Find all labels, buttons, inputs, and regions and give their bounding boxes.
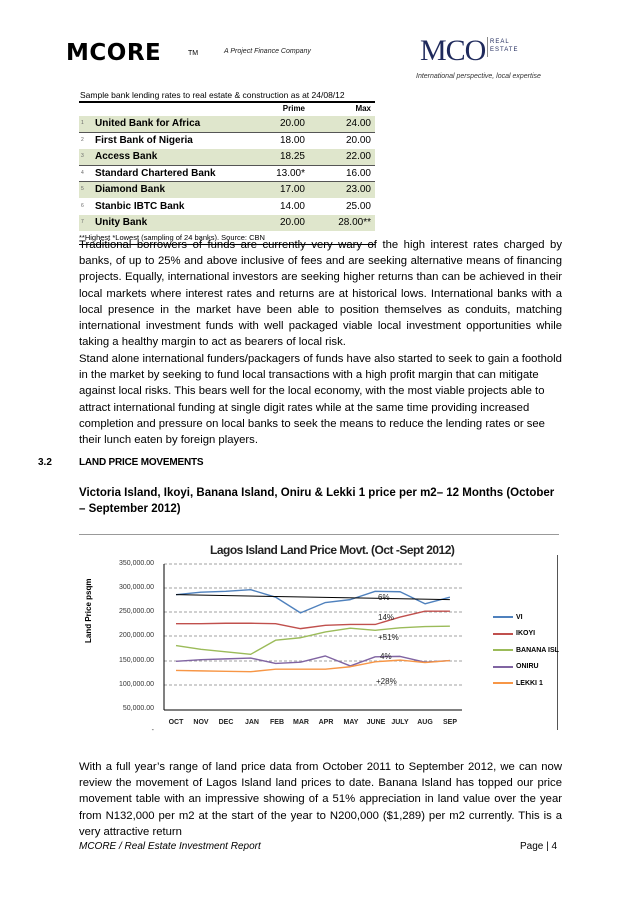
chart-annotation: 6% — [378, 593, 390, 602]
table-caption: Sample bank lending rates to real estate & construction as at 24/08/12 — [79, 90, 375, 103]
y-tick: 50,000.00 — [122, 705, 154, 712]
table-row: 1 United Bank for Africa 20.00 24.00 — [79, 116, 375, 133]
y-tick: 150,000.00 — [118, 657, 154, 664]
chart-annotation: +28% — [376, 677, 397, 686]
chart-legend — [493, 609, 559, 692]
y-tick: 300,000.00 — [118, 584, 154, 591]
legend-swatch — [493, 649, 513, 651]
series-line-lekki-1 — [176, 660, 450, 672]
paragraph-funders: Stand alone international funders/packagers of funds have also started to seek to gain a foothold in the market by seeking to fund local transactions with a high profit margin that can mitigate against local risks. This bears well for the local economy, with the most viable projects able to attract international funding at single digit rates while at the same time providing increased completion and pressure on local banks to seek the means to reduce the lending rates or see their lunch eaten by foreign players. — [79, 353, 562, 447]
legend-item-oniru: ONIRU — [493, 659, 559, 676]
footer-page-number: Page | 4 — [520, 841, 558, 852]
x-tick: FEB — [270, 719, 284, 726]
x-tick: APR — [318, 719, 334, 726]
y-tick: 200,000.00 — [118, 632, 154, 639]
x-axis-labels — [0, 719, 638, 731]
company-tagline: A Project Finance Company — [224, 48, 311, 55]
x-tick: NOV — [193, 719, 209, 726]
section-number: 3.2 — [38, 457, 52, 468]
y-tick: - — [151, 727, 154, 734]
y-tick: 350,000.00 — [118, 560, 154, 567]
table-row: 3 Access Bank 18.25 22.00 — [79, 149, 375, 166]
table-row: 6 Stanbic IBTC Bank 14.00 25.00 — [79, 199, 375, 216]
x-tick: MAR — [293, 719, 309, 726]
y-tick: 100,000.00 — [118, 681, 154, 688]
table-row: 7 Unity Bank 20.00 28.00** — [79, 215, 375, 232]
paragraph-borrowers: Traditional borrowers of funds are currently very wary of the high interest rates charged by banks, of up to 25% and above inclusive of fees and are seeking alternative means of financing projects. Equally, international investors are seeking higher returns than can be achieved in their local markets where interest rates and returns are at historical lows. International banks with a local presence in the market have been able to position themselves as conduits, matching international investment funds with well packaged viable local investment opportunities while taking a healthy margin to act as bearers of local risk. — [79, 239, 562, 349]
paragraph-price-review: With a full year’s range of land price data from October 2011 to September 2012, we can now review the movement of Lagos Island land prices to date. Banana Island has topped our price movement table with an impressive showing of a 51% appreciation in land value over the year from N132,000 per m2 at the start of the year to N200,000 ($1,289) per m2 currently. This is a very attractive return — [79, 761, 562, 838]
legend-swatch — [493, 633, 513, 635]
section-title: LAND PRICE MOVEMENTS — [79, 457, 204, 468]
x-tick: JUNE — [366, 719, 386, 726]
legend-item-banana-isl: BANANA ISL — [493, 642, 559, 659]
x-tick: MAY — [343, 719, 359, 726]
mco-sub-real: REAL — [490, 39, 510, 45]
series-line-vi — [176, 590, 450, 613]
legend-item-ikoyi: IKOYI — [493, 626, 559, 643]
series-line-ikoyi — [176, 611, 450, 628]
chart-annotation: 4% — [380, 652, 392, 661]
header-max: Max — [355, 104, 371, 113]
x-tick: AUG — [417, 719, 433, 726]
gridlines — [164, 564, 462, 685]
legend-swatch — [493, 666, 513, 668]
chart-subtitle: Victoria Island, Ikoyi, Banana Island, Oniru & Lekki 1 price per m2– 12 Months (October – September 2012) — [79, 487, 555, 515]
table-row: 5 Diamond Bank 17.00 23.00 — [79, 182, 375, 199]
y-tick: 250,000.00 — [118, 608, 154, 615]
mcore-logo: MCORE — [66, 40, 162, 66]
chart-title: Lagos Island Land Price Movt. (Oct -Sept 2012) — [210, 543, 455, 557]
header-prime: Prime — [282, 104, 305, 113]
x-tick: JULY — [391, 719, 409, 726]
table-row: 2 First Bank of Nigeria 18.00 20.00 — [79, 133, 375, 150]
chart-annotation: 14% — [378, 613, 395, 622]
trademark-mark: TM — [188, 50, 199, 57]
legend-item-vi: VI — [493, 609, 559, 626]
footer-report-title: MCORE / Real Estate Investment Report — [79, 841, 261, 852]
legend-item-lekki-1: LEKKI 1 — [493, 675, 559, 692]
x-tick: JAN — [244, 719, 259, 726]
legend-swatch — [493, 682, 513, 684]
table-footnote: **Highest *Lowest (sampling of 24 banks). Source: CBN — [79, 232, 375, 245]
mco-tagline: International perspective, local expertise — [416, 73, 541, 80]
x-tick: SEP — [442, 719, 457, 726]
table-row: 4 Standard Chartered Bank 13.00* 16.00 — [79, 166, 375, 183]
mco-sub-estate: ESTATE — [490, 47, 519, 53]
series-line-banana-isl — [176, 626, 450, 654]
x-tick: DEC — [218, 719, 234, 726]
legend-swatch — [493, 616, 513, 618]
chart-annotation: +51% — [378, 633, 399, 642]
y-axis-title: Land Price psqm — [84, 578, 93, 643]
mco-logo: MCO — [420, 34, 486, 67]
x-tick: OCT — [168, 719, 184, 726]
